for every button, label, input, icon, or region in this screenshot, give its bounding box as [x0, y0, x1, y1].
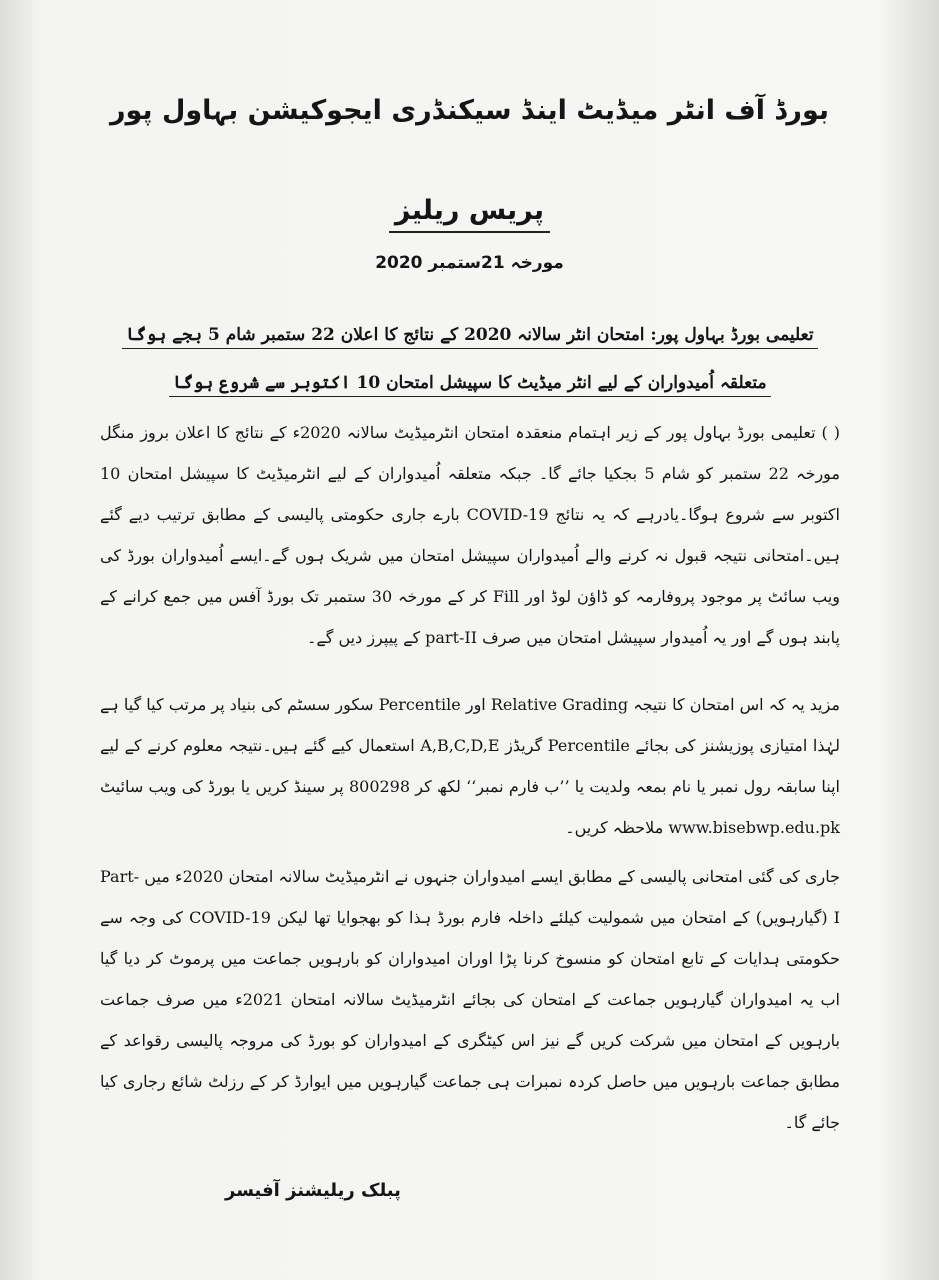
paragraph-results-announcement: ( ) تعلیمی بورڈ بہاول پور کے زیر اہتمام منعقدہ امتحان انٹرمیڈیٹ سالانہ 2020ء کے نتائج کا اعلان بروز منگل مورخہ 22 ستمبر کو شام 5 بجکیا جائے گا۔ جبکہ متعلقہ اُمیدواران کے لیے انٹرمیڈیٹ کا سپیشل امتحان 10 اکتوبر سے شروع ہوگا۔یادرہے کہ یہ نتائج COVID-19 بارے جاری حکومتی پالیسی کے مطابق ترتیب دیے گئے ہیں۔امتحانی نتیجہ قبول نہ کرنے والے اُمیدواران سپیشل امتحان میں شریک ہوں گے۔ایسے اُمیدواران بورڈ کی ویب سائٹ پر موجود پروفارمہ کو ڈاؤن لوڈ اور Fill کر کے مورخہ 30 ستمبر تک بورڈ آفس میں جمع کرانے کے پابند ہوں گے اور یہ اُمیدوار سپیشل امتحان میں صرف part-II کے پیپرز دیں گے۔ — [100, 423, 841, 647]
press-release-title: پریس ریلیز — [389, 193, 550, 233]
headline-results — [120, 322, 820, 348]
headline-results-text: تعلیمی بورڈ بہاول پور: امتحان انٹر سالانہ 2020 کے نتائج کا اعلان 22 ستمبر شام 5 بجے ہوگا — [122, 325, 817, 349]
release-date: مورخہ 21ستمبر 2020 — [375, 253, 564, 273]
title-block — [0, 193, 939, 233]
paragraph-exam-policy: جاری کی گئی امتحانی پالیسی کے مطابق ایسے امیدواران جنہوں نے انٹرمیڈیٹ سالانہ امتحان 2020ء میں Part-I (گیارہویں) کے امتحان میں شمولیت کیلئے داخلہ فارم بورڈ ہذا کو بھجوایا تھا لیکن COVID-19 کی وجہ سے حکومتی ہدایات کے تابع امتحان کو منسوخ کرنا پڑا اوران امیدواران کو بارہویں جماعت میں پرموٹ کر دیا گیا اب یہ امیدواران گیارہویں جماعت کے امتحان کی بجائے انٹرمیڈیٹ سالانہ امتحان 2021ء میں صرف جماعت بارہویں کے امتحان میں شرکت کریں گے نیز اس کیٹگری کے امیدواران کو بورڈ کی مروجہ پالیسی رقواعد کے مطابق جماعت بارہویں میں حاصل کردہ نمبرات ہی جماعت گیارہویں میں ایوارڈ کر کے رزلٹ شائع رجاری کیا جائے گا۔ — [100, 867, 840, 1132]
headline-special-exam-text: متعلقہ اُمیدواران کے لیے انٹر میڈیٹ کا سپیشل امتحان 10 اکتوبر سے شروع ہوگا — [169, 373, 770, 397]
headline-special-exam — [120, 370, 820, 396]
paragraph-grading-info: مزید یہ کہ اس امتحان کا نتیجہ Relative Grading اور Percentile سکور سسٹم کی بنیاد پر مرتب کیا گیا ہے لہٰذا امتیازی پوزیشنز کی بجائے Percentile گریڈز A,B,C,D,E استعمال کیے گئے ہیں۔نتیجہ معلوم کرنے کے لیے اپنا سابقہ رول نمبر یا نام بمعہ ولدیت یا ’’ب فارم نمبر‘‘ لکھ کر 800298 پر سینڈ کریں یا بورڈ کی ویب سائیٹ www.bisebwp.edu.pk ملاحظہ کریں۔ — [100, 695, 841, 837]
board-header: بورڈ آف انٹر میڈیٹ اینڈ سیکنڈری ایجوکیشن بہاول پور — [109, 95, 830, 126]
signature-public-relations-officer: پبلک ریلیشنز آفیسر — [225, 1180, 401, 1201]
